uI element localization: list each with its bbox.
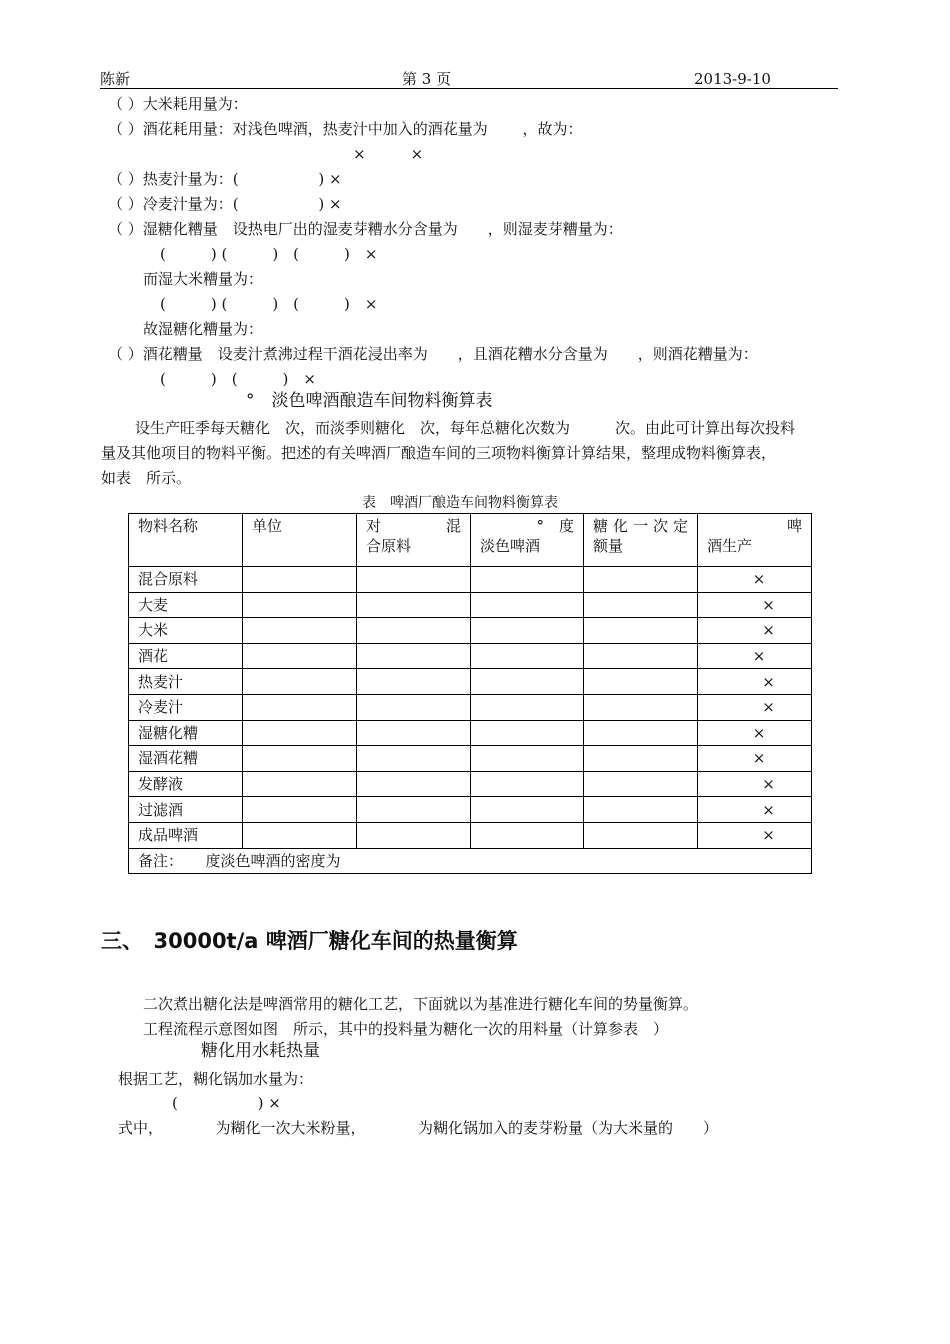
total-wet-intro: 故湿糖化糟量为：: [143, 320, 264, 338]
hop-residue-line: （ ）酒花糟量 设麦汁煮沸过程干酒花浸出率为 ，且酒花糟水分含量为 ，则酒花糟量为：: [108, 345, 758, 363]
row-name: 热麦汁: [129, 669, 243, 695]
table-note: 备注： 度淡色啤酒的密度为: [129, 848, 812, 874]
hops-line: （ ）酒花耗用量：对浅色啤酒，热麦汁中加入的酒花量为 ，故为：: [108, 120, 583, 138]
row-mark: ×: [698, 669, 812, 695]
paragraph-line-1: 设生产旺季每天糖化 次，而淡季则糖化 次，每年总糖化次数为 次。由此可计算出每次投料: [135, 419, 796, 437]
header-batch-quota: 糖化一次定 额量: [584, 514, 698, 567]
material-balance-subtitle: ° 淡色啤酒酿造车间物料衡算表: [246, 391, 493, 411]
row-name: 酒花: [129, 643, 243, 669]
row-mark: ×: [698, 643, 812, 669]
rice-line: （ ）大米耗用量为：: [108, 95, 248, 113]
hops-calc-line: × ×: [353, 145, 424, 163]
row-mark: ×: [698, 592, 812, 618]
table-row: [129, 592, 812, 618]
row-name: 湿糖化糟: [129, 720, 243, 746]
table-row: [129, 771, 812, 797]
header-author: 陈新: [100, 70, 131, 88]
row-name: 大米: [129, 618, 243, 644]
hot-wort-line: （ ）热麦汁量为：( ) ×: [108, 170, 342, 188]
section-3-paragraph-1: 二次煮出糖化法是啤酒常用的糖化工艺，下面就以为基准进行糖化车间的势量衡算。: [143, 995, 699, 1013]
table-row: [129, 669, 812, 695]
row-name: 大麦: [129, 592, 243, 618]
table-row: [129, 567, 812, 593]
paragraph-line-2: 量及其他项目的物料平衡。把述的有关啤酒厂酿造车间的三项物料衡算计算结果，整理成物料衡算表，: [101, 444, 777, 462]
hop-residue-calc-line: ( ) ( ) ×: [160, 370, 316, 388]
table-header-row: [129, 514, 812, 567]
header-date: 2013-9-10: [694, 70, 771, 88]
section-3-paragraph-4: 式中， 为糊化一次大米粉量， 为糊化锅加入的麦芽粉量（为大米量的 ）: [118, 1119, 719, 1137]
table-row: [129, 822, 812, 848]
wet-rice-intro: 而湿大米糟量为：: [143, 270, 264, 288]
wet-rice-calc-line: ( ) ( ) ( ) ×: [160, 295, 378, 313]
row-mark: ×: [698, 618, 812, 644]
table-note-row: [129, 848, 812, 874]
material-balance-table: [128, 513, 812, 874]
header-page-number: 第 3 页: [402, 70, 452, 88]
section-3-paragraph-2: 工程流程示意图如图 所示，其中的投料量为糖化一次的用料量（计算参表 ）: [143, 1020, 669, 1038]
row-mark: ×: [698, 822, 812, 848]
header-unit: 单位: [243, 514, 357, 567]
header-mixed-raw: 对 混 合原料: [357, 514, 471, 567]
header-beer-production: 啤 酒生产: [698, 514, 812, 567]
table-row: [129, 643, 812, 669]
table-row: [129, 746, 812, 772]
row-name: 冷麦汁: [129, 694, 243, 720]
wet-grain-line: （ ）湿糖化糟量 设热电厂出的湿麦芽糟水分含量为 ，则湿麦芽糟量为：: [108, 220, 623, 238]
row-mark: ×: [698, 797, 812, 823]
row-name: 发酵液: [129, 771, 243, 797]
water-heat-subtitle: 糖化用水耗热量: [201, 1041, 320, 1061]
header-material-name: 物料名称: [129, 514, 243, 567]
paragraph-line-3: 如表 所示。: [101, 469, 192, 487]
table-caption: 表 啤酒厂酿造车间物料衡算表: [362, 495, 558, 511]
header-rule: [100, 88, 838, 89]
table-row: [129, 720, 812, 746]
section-3-paragraph-3: 根据工艺，糊化锅加水量为：: [118, 1070, 314, 1088]
row-mark: ×: [698, 771, 812, 797]
wet-grain-calc-line: ( ) ( ) ( ) ×: [160, 245, 378, 263]
row-mark: ×: [698, 567, 812, 593]
row-name: 混合原料: [129, 567, 243, 593]
header-light-beer: ° 度 淡色啤酒: [471, 514, 584, 567]
water-calc-line: ( ) ×: [172, 1094, 281, 1112]
table-row: [129, 618, 812, 644]
row-name: 成品啤酒: [129, 822, 243, 848]
row-name: 湿酒花糟: [129, 746, 243, 772]
row-mark: ×: [698, 694, 812, 720]
cold-wort-line: （ ）冷麦汁量为：( ) ×: [108, 195, 342, 213]
table-row: [129, 797, 812, 823]
row-name: 过滤酒: [129, 797, 243, 823]
section-3-title: 三、 30000t/a 啤酒厂糖化车间的热量衡算: [101, 929, 518, 953]
row-mark: ×: [698, 720, 812, 746]
table-row: [129, 694, 812, 720]
row-mark: ×: [698, 746, 812, 772]
